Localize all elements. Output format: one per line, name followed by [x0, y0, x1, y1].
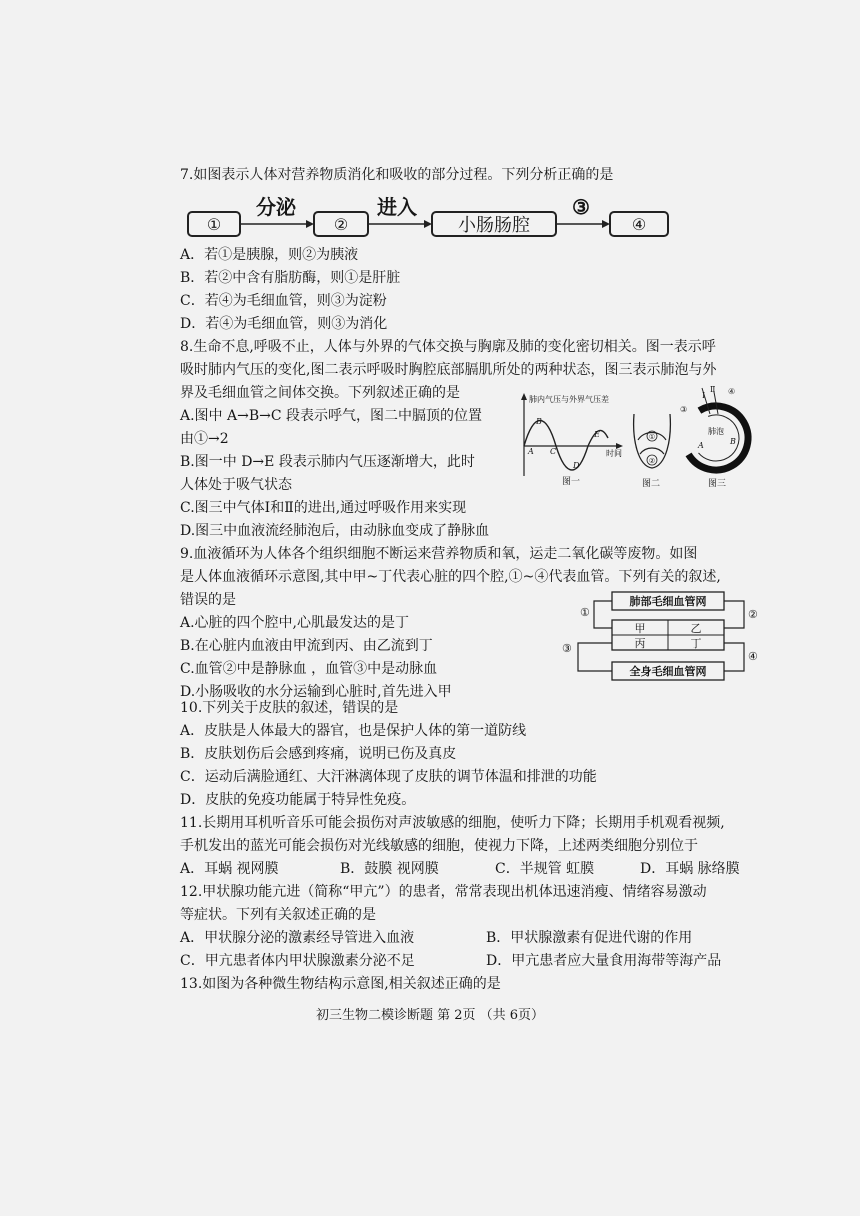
vessel-2: ②	[748, 608, 758, 621]
q10-option-d: D．皮肤的免疫功能属于特异性免疫。	[180, 792, 416, 808]
q7-box-2-label: ②	[333, 215, 349, 234]
q8-option-d: D.图三中血液流经肺泡后，由动脉血变成了静脉血	[180, 523, 490, 539]
fig3-label-3: ③	[680, 405, 688, 414]
fig2-caption: 图二	[642, 479, 661, 489]
q12-stem-line-1: 12.甲状腺功能亢进（简称“甲亢”）的患者，常常表现出机体迅速消瘦、情绪容易激动	[180, 884, 707, 900]
fig1-point-c: C	[550, 447, 557, 456]
q13-stem: 13.如图为各种微生物结构示意图,相关叙述正确的是	[180, 976, 501, 992]
q11-option-b: B．鼓膜 视网膜	[340, 861, 439, 877]
q8-option-b-line-1: B.图一中 D→E 段表示肺内气压逐渐增大，此时	[180, 454, 475, 470]
vessel-3: ③	[562, 642, 572, 655]
q8-option-a-line-1: A.图中 A→B→C 段表示呼气，图二中膈顶的位置	[180, 408, 483, 424]
fig3-label-b: B	[730, 437, 736, 446]
fig3-label-i: Ⅰ	[702, 391, 706, 400]
q9-stem-line-2: 是人体血液循环示意图,其中甲~丁代表心脏的四个腔,①~④代表血管。下列有关的叙述,	[180, 569, 721, 585]
q7-stem: 7.如图表示人体对营养物质消化和吸收的部分过程。下列分析正确的是	[180, 167, 614, 183]
body-capillary-label: 全身毛细血管网	[629, 665, 707, 678]
q8-option-a-line-2: 由①→2	[180, 431, 229, 447]
q7-option-d: D．若④为毛细血管，则③为消化	[180, 316, 388, 332]
q9-stem-line-3: 错误的是	[180, 592, 236, 608]
q9-option-b: B.在心脏内血液由甲流到丙、由乙流到丁	[180, 638, 433, 654]
page-footer: 初三生物二模诊断题 第 2页 （共 6页）	[315, 1008, 545, 1023]
q8-figure-3	[676, 384, 756, 492]
q12-option-b: B．甲状腺激素有促进代谢的作用	[486, 930, 693, 946]
pressure-curve	[524, 421, 608, 471]
q11-option-c: C．半规管 虹膜	[495, 861, 595, 877]
q11-option-d: D．耳蜗 脉络膜	[640, 861, 740, 877]
q9-option-a: A.心脏的四个腔中,心肌最发达的是丁	[180, 615, 410, 631]
q7-option-b: B．若②中含有脂肪酶，则①是肝脏	[180, 270, 401, 286]
fig1-point-e: E	[594, 430, 600, 439]
fig3-caption: 图三	[708, 479, 727, 489]
fig1-point-a: A	[528, 447, 534, 456]
q10-option-b: B．皮肤划伤后会感到疼痛，说明已伤及真皮	[180, 746, 457, 762]
q10-option-a: A．皮肤是人体最大的器官，也是保护人体的第一道防线	[180, 723, 527, 739]
q8-stem-line-1: 8.生命不息,呼吸不止，人体与外界的气体交换与胸廓及肺的变化密切相关。图一表示呼	[180, 339, 716, 355]
q8-option-c: C.图三中气体Ⅰ和Ⅱ的进出,通过呼吸作用来实现	[180, 500, 467, 516]
fig1-title: 肺内气压与外界气压差	[529, 395, 609, 404]
q9-circulation-diagram	[558, 588, 768, 686]
q10-stem: 10.下列关于皮肤的叙述，错误的是	[180, 700, 399, 716]
chamber-bing: 丙	[634, 637, 646, 650]
q7-arrow-1-label: 分泌	[256, 195, 296, 219]
q12-stem-line-2: 等症状。下列有关叙述正确的是	[180, 907, 376, 923]
q8-stem-line-3: 界及毛细血管之间体交换。下列叙述正确的是	[180, 385, 460, 401]
q11-stem-line-2: 手机发出的蓝光可能会损伤对光线敏感的细胞，使视力下降，上述两类细胞分别位于	[180, 838, 698, 854]
q11-option-a: A．耳蜗 视网膜	[180, 861, 279, 877]
fig1-caption: 图一	[562, 477, 581, 487]
chamber-yi: 乙	[690, 622, 702, 635]
q7-box-1-label: ①	[206, 215, 222, 234]
lung-capillary-label: 肺部毛细血管网	[629, 595, 707, 608]
q7-option-a: A．若①是胰腺，则②为胰液	[180, 247, 359, 263]
q12-option-c: C．甲亢患者体内甲状腺激素分泌不足	[180, 953, 415, 969]
fig3-label-4: ④	[728, 387, 736, 396]
q7-arrow-2-label: 进入	[377, 195, 417, 219]
vessel-1: ①	[580, 606, 590, 619]
q7-box-3-label: 小肠肠腔	[458, 215, 530, 236]
fig2-label-2: ②	[648, 457, 656, 465]
q10-option-c: C．运动后满脸通红、大汗淋漓体现了皮肤的调节体温和排泄的功能	[180, 769, 597, 785]
fig2-label-1: ①	[648, 433, 656, 441]
q9-option-d: D.小肠吸收的水分运输到心脏时,首先进入甲	[180, 684, 452, 700]
q7-box-4-label: ④	[631, 215, 647, 234]
chamber-ding: 丁	[690, 637, 702, 650]
q8-stem-line-2: 吸时肺内气压的变化,图二表示呼吸时胸腔底部膈肌所处的两种状态，图三表示肺泡与外	[180, 362, 717, 378]
q8-figure-1	[516, 392, 636, 490]
fig1-point-d: D	[573, 461, 580, 470]
fig3-label-alveolus: 肺泡	[708, 427, 724, 436]
q7-option-c: C．若④为毛细血管，则③为淀粉	[180, 293, 387, 309]
chamber-jia: 甲	[634, 622, 646, 635]
fig3-label-a: A	[698, 441, 704, 450]
q12-option-a: A．甲状腺分泌的激素经导管进入血液	[180, 930, 415, 946]
fig3-label-ii: Ⅱ	[710, 385, 716, 394]
q9-stem-line-1: 9.血液循环为人体各个组织细胞不断运来营养物质和氧，运走二氧化碳等废物。如图	[180, 546, 698, 562]
vessel-4: ④	[748, 650, 758, 663]
q12-option-d: D．甲亢患者应大量食用海带等海产品	[486, 953, 722, 969]
q7-flow-diagram	[180, 192, 680, 240]
q8-figure-2	[628, 410, 678, 492]
q8-option-b-line-2: 人体处于吸气状态	[180, 477, 292, 493]
fig1-point-b: B	[536, 417, 542, 426]
fig1-time-label: 时间	[606, 449, 622, 458]
q11-stem-line-1: 11.长期用耳机听音乐可能会损伤对声波敏感的细胞，使听力下降；长期用手机观看视频,	[180, 815, 725, 831]
q9-option-c: C.血管②中是静脉血 ，血管③中是动脉血	[180, 661, 438, 677]
q7-arrow-3-label: ③	[572, 195, 590, 219]
